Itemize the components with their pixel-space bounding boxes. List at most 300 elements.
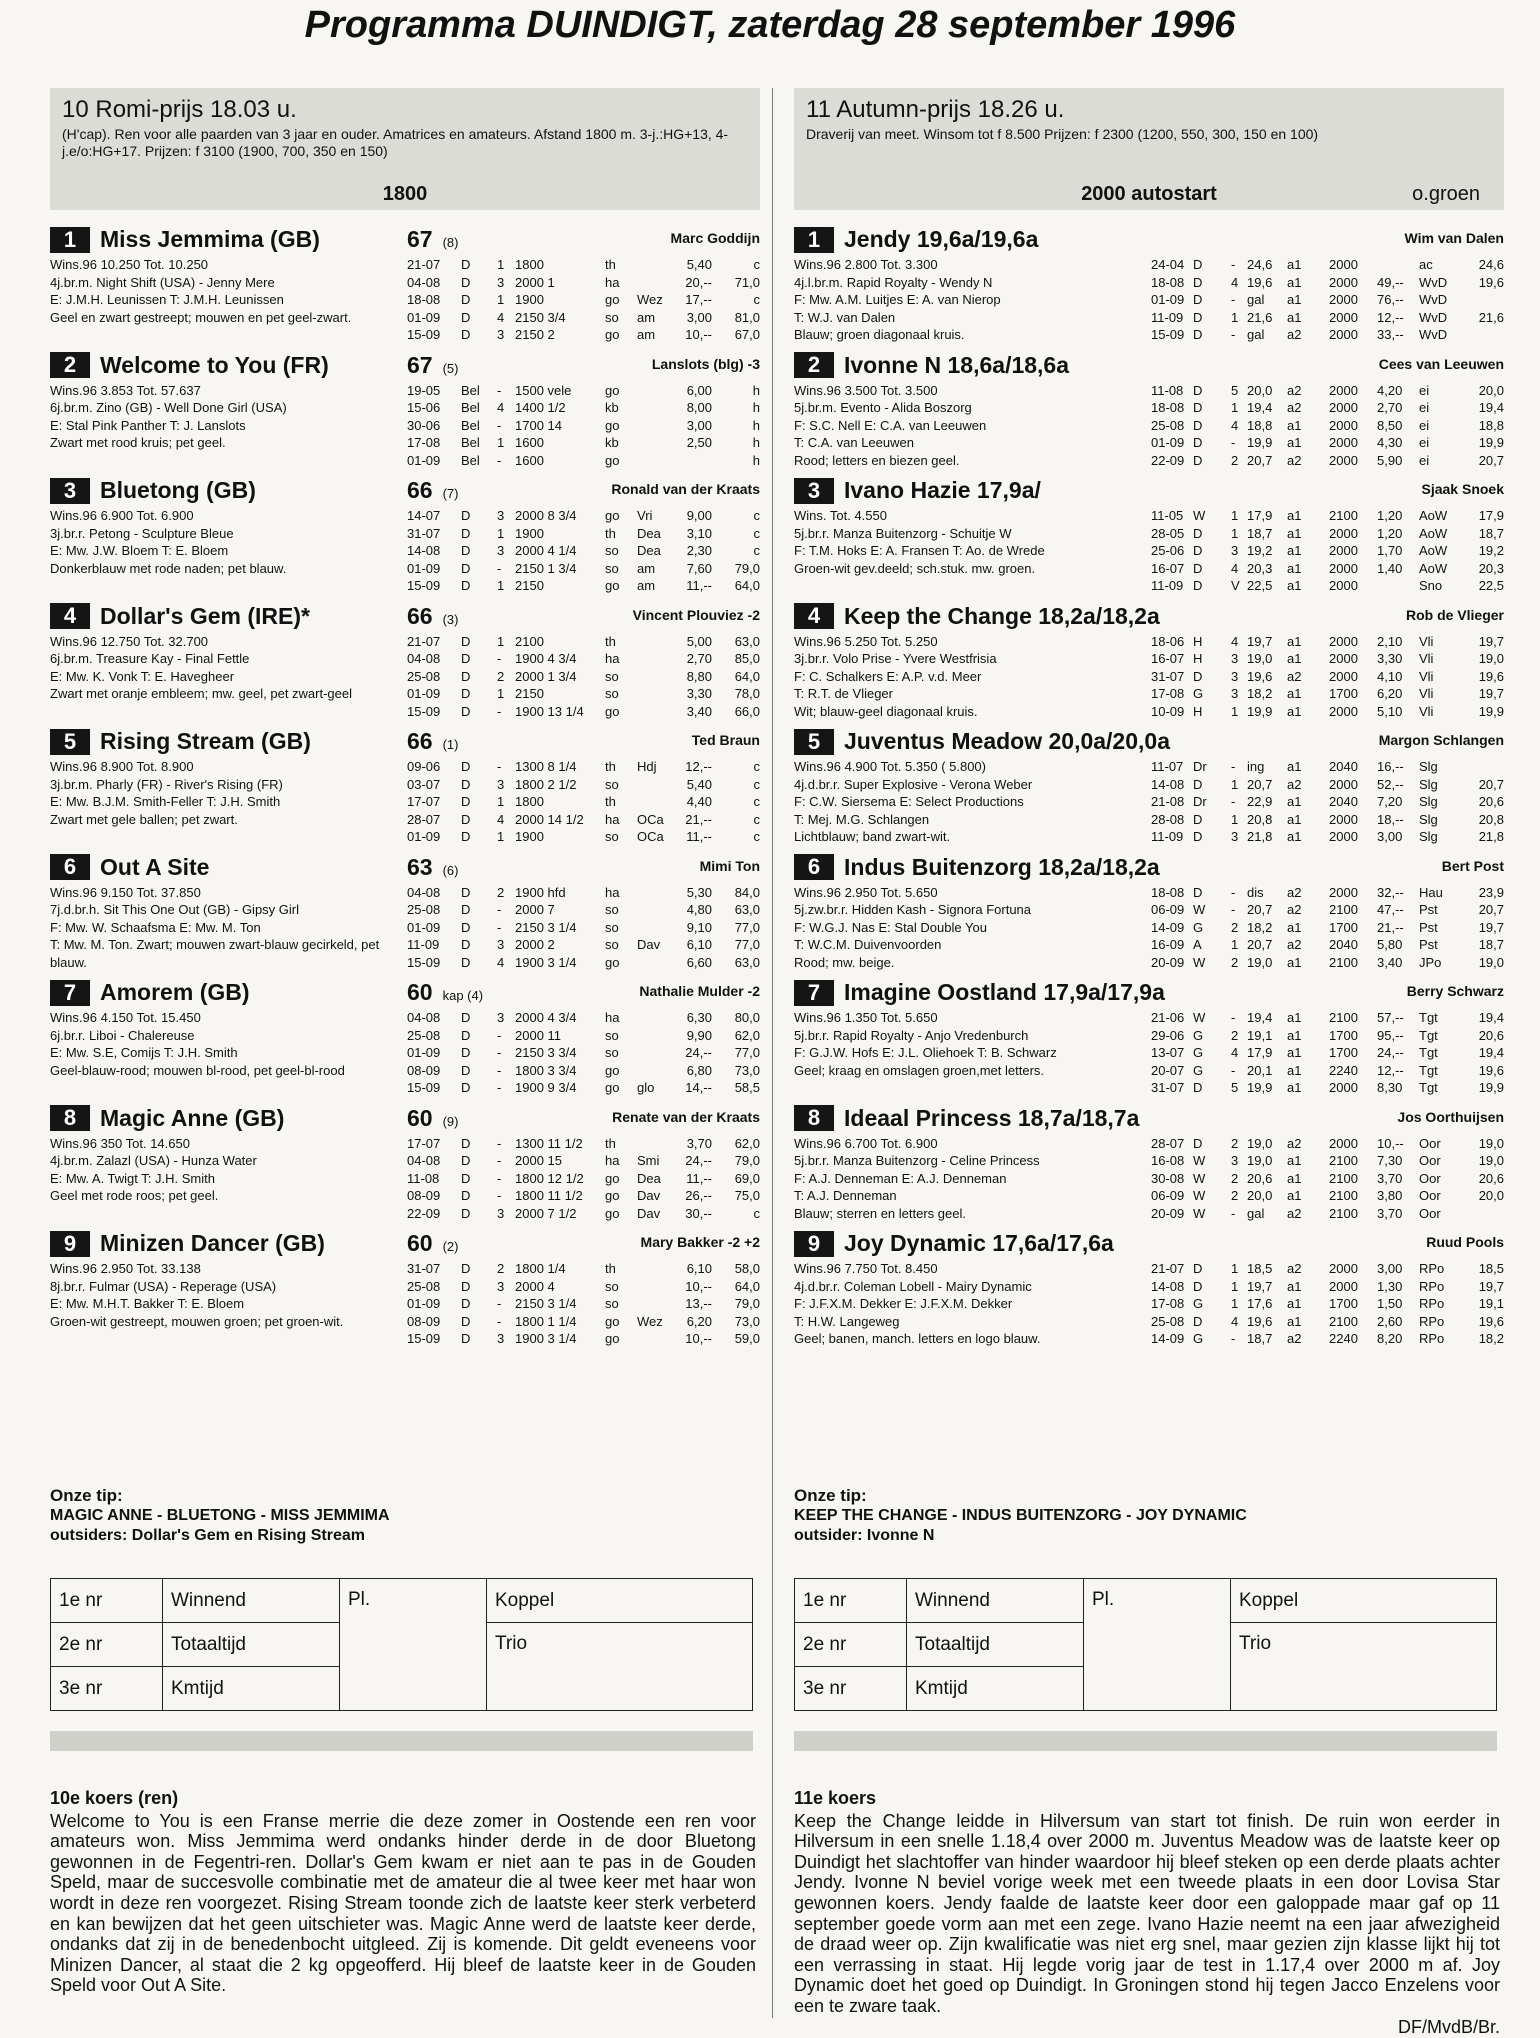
form-cell: 3 — [497, 1205, 505, 1221]
info-line: Zwart met rood kruis; pet geel. — [50, 435, 226, 451]
horse-header — [50, 226, 320, 253]
form-cell: 2000 2 — [515, 937, 555, 953]
form-row — [1151, 901, 1504, 919]
form-cell: 19,7 — [1247, 1278, 1273, 1294]
form-cell: 24-04 — [1151, 257, 1185, 272]
form-cell: D — [1193, 382, 1203, 398]
form-cell: 22-09 — [1151, 452, 1185, 468]
form-cell: 67,0 — [734, 327, 760, 343]
result-cell: Pl. — [340, 1579, 487, 1711]
form-cell: 19,0 — [1247, 651, 1273, 667]
form-cell: 18,8 — [1247, 417, 1273, 433]
info-line: 5j.br.r. Rapid Royalty - Anjo Vredenburch — [794, 1027, 1029, 1043]
form-cell: go — [605, 1313, 620, 1329]
form-cell: 15-09 — [407, 1331, 441, 1347]
tip-label: Onze tip: — [50, 1486, 123, 1505]
form-cell: 1900 9 3/4 — [515, 1080, 577, 1096]
form-cell: 75,0 — [734, 1188, 760, 1204]
form-cell: a1 — [1287, 1010, 1302, 1025]
horse-number: 6 — [50, 854, 90, 880]
commentary — [50, 1788, 756, 1996]
form-cell: 5 — [1231, 1080, 1239, 1096]
form-cell: 19,0 — [1478, 1135, 1504, 1151]
form-cell: 29-06 — [1151, 1027, 1185, 1043]
form-cell: Tgt — [1419, 1062, 1438, 1078]
form-cell: 2000 — [1329, 1261, 1358, 1276]
form-cell: 1800 2 1/2 — [515, 776, 577, 792]
form-cell: a1 — [1287, 651, 1302, 667]
form-cell: 3,00 — [1377, 1261, 1403, 1276]
form-table — [1151, 758, 1504, 846]
info-line: T: H.W. Langeweg — [794, 1313, 900, 1329]
form-cell: 19,9 — [1247, 1080, 1273, 1096]
form-cell: 11-09 — [1151, 578, 1184, 594]
form-cell: 1,70 — [1377, 543, 1403, 559]
form-table — [407, 633, 760, 721]
form-cell: - — [497, 919, 502, 935]
driver-name: Vincent Plouviez -2 — [632, 606, 760, 623]
form-cell: OCa — [637, 829, 664, 845]
form-cell: 4 — [1231, 560, 1239, 576]
form-cell: 24,6 — [1247, 257, 1273, 272]
form-cell: Dr — [1193, 759, 1207, 774]
form-cell: 5,80 — [1377, 937, 1403, 953]
info-line: 6j.br.m. Treasure Kay - Final Fettle — [50, 651, 250, 667]
form-cell: 20,8 — [1247, 811, 1273, 827]
form-cell: a1 — [1287, 309, 1302, 325]
form-cell: 01-09 — [407, 560, 441, 576]
form-cell: 3 — [1231, 651, 1239, 667]
separator-bar — [794, 1731, 1497, 1751]
form-cell: 52,-- — [1377, 776, 1404, 792]
horse-info — [794, 256, 1124, 344]
form-cell: 77,0 — [734, 1045, 760, 1061]
form-cell: 1,40 — [1377, 560, 1403, 576]
form-cell: OCa — [637, 811, 664, 827]
form-cell: D — [461, 1170, 471, 1186]
result-cell: Winnend — [907, 1579, 1084, 1623]
form-cell: D — [1193, 1313, 1203, 1329]
form-cell: D — [461, 1313, 471, 1329]
rating-value: 60 — [407, 1104, 433, 1131]
form-cell: kb — [605, 400, 619, 416]
info-line: Wins.96 4.150 Tot. 15.450 — [50, 1010, 201, 1025]
form-cell: 73,0 — [734, 1062, 760, 1078]
form-cell: 20,6 — [1478, 794, 1504, 810]
form-row — [1151, 668, 1504, 686]
form-cell: Bel — [461, 382, 480, 398]
form-cell: 13-07 — [1151, 1045, 1185, 1061]
info-line: Wins.96 6.900 Tot. 6.900 — [50, 508, 194, 523]
comment-title: 10e koers (ren) — [50, 1788, 179, 1808]
form-cell: 17,9 — [1247, 1045, 1273, 1061]
info-line: Wins.96 12.750 Tot. 32.700 — [50, 633, 209, 649]
form-cell: - — [1231, 1205, 1236, 1221]
form-cell: Pst — [1419, 937, 1438, 953]
form-cell: D — [1193, 327, 1203, 343]
form-cell: RPo — [1419, 1278, 1445, 1294]
form-row — [407, 1205, 760, 1223]
form-cell: go — [605, 1205, 620, 1221]
form-cell: 20,3 — [1247, 560, 1273, 576]
form-cell: 21,8 — [1247, 829, 1273, 845]
form-cell: 19,9 — [1478, 703, 1504, 719]
form-cell: 20,3 — [1478, 560, 1504, 576]
driver-name: Wim van Dalen — [1404, 230, 1504, 246]
form-cell: 1 — [497, 829, 505, 845]
info-line: T: W.C.M. Duivenvoorden — [794, 937, 942, 953]
form-cell: D — [461, 1188, 471, 1204]
form-cell: 20,6 — [1478, 1170, 1504, 1186]
result-cell: 1e nr — [795, 1579, 907, 1623]
form-cell: 2000 — [1329, 525, 1358, 541]
horse-rating — [407, 477, 458, 504]
form-cell: W — [1193, 954, 1206, 970]
form-cell: 1 — [1231, 309, 1239, 325]
form-cell: D — [1193, 292, 1203, 308]
form-cell: go — [605, 327, 620, 343]
form-cell: D — [461, 829, 471, 845]
form-cell: 19,0 — [1478, 1153, 1504, 1169]
horse-entry — [794, 728, 1504, 854]
form-row — [1151, 382, 1504, 400]
form-cell: 1800 — [515, 257, 544, 272]
form-cell: 4,40 — [686, 794, 712, 810]
form-cell: 15-06 — [407, 400, 441, 416]
form-cell: - — [497, 1188, 502, 1204]
form-cell: 1600 — [515, 435, 544, 451]
form-cell: 17-08 — [1151, 1296, 1185, 1312]
info-line: Blauw; groen diagonaal kruis. — [794, 327, 965, 343]
form-row — [1151, 954, 1504, 972]
info-line: Wins.96 4.900 Tot. 5.350 ( 5.800) — [794, 759, 986, 774]
form-cell: 1 — [1231, 811, 1239, 827]
form-cell: go — [605, 508, 620, 523]
form-cell: 2100 — [1329, 1205, 1358, 1221]
form-cell: 28-05 — [1151, 525, 1185, 541]
form-cell: - — [1231, 1062, 1236, 1078]
horse-entry — [794, 352, 1504, 478]
form-cell: 25-08 — [1151, 417, 1185, 433]
form-cell: 15-09 — [407, 327, 441, 343]
horse-entry — [50, 603, 760, 729]
form-table — [1151, 507, 1504, 595]
form-cell: 8,20 — [1377, 1331, 1403, 1347]
form-cell: 2000 — [1329, 327, 1358, 343]
form-cell: 1800 3 3/4 — [515, 1062, 577, 1078]
form-cell: 18-08 — [407, 292, 441, 308]
form-row — [1151, 1027, 1504, 1045]
form-cell: so — [605, 776, 619, 792]
form-cell: 01-09 — [407, 1296, 441, 1312]
form-cell: 2100 — [1329, 508, 1358, 523]
form-cell: RPo — [1419, 1313, 1445, 1329]
form-cell: 1900 13 1/4 — [515, 703, 584, 719]
form-table — [407, 507, 760, 595]
form-row — [407, 326, 760, 344]
form-cell: 4 — [1231, 274, 1239, 290]
info-line: 4j.l.br.m. Rapid Royalty - Wendy N — [794, 274, 993, 290]
form-cell: D — [1193, 435, 1203, 451]
horse-header — [50, 1230, 325, 1257]
form-row — [1151, 884, 1504, 902]
form-cell: 20,6 — [1247, 1170, 1273, 1186]
form-cell: D — [461, 578, 471, 594]
form-cell: 6,80 — [686, 1062, 712, 1078]
form-cell: 10-09 — [1151, 703, 1185, 719]
form-cell: 01-09 — [407, 309, 441, 325]
form-cell: 3,40 — [1377, 954, 1403, 970]
form-cell: 16-07 — [1151, 560, 1185, 576]
form-cell: 24,6 — [1478, 257, 1504, 272]
form-cell: 2150 3 3/4 — [515, 1045, 577, 1061]
commentary — [794, 1788, 1500, 2037]
form-cell: 1 — [497, 292, 505, 308]
form-cell: go — [605, 292, 620, 308]
form-cell: so — [605, 829, 619, 845]
driver-name: Ruud Pools — [1426, 1234, 1504, 1250]
form-cell: 77,0 — [734, 919, 760, 935]
horse-name: Rising Stream (GB) — [100, 728, 311, 754]
form-cell: 4,30 — [1377, 435, 1403, 451]
form-cell: c — [753, 543, 760, 559]
driver-name: Mimi Ton — [699, 857, 760, 874]
form-cell: 2100 — [1329, 1313, 1358, 1329]
info-line: F: Mw. A.M. Luitjes E: A. van Nierop — [794, 292, 1001, 308]
form-cell: 18-06 — [1151, 633, 1185, 649]
result-cell: 2e nr — [795, 1623, 907, 1667]
form-cell: D — [461, 1205, 471, 1221]
form-cell: 2000 — [1329, 578, 1358, 594]
form-cell: 17-07 — [407, 1135, 441, 1151]
form-cell: 25-08 — [407, 902, 441, 918]
form-cell: go — [605, 1170, 620, 1186]
info-line: Wins.96 2.950 Tot. 33.138 — [50, 1261, 201, 1276]
horse-header — [794, 979, 1165, 1006]
form-row — [1151, 1295, 1504, 1313]
form-cell: 8,80 — [686, 668, 712, 684]
horse-number: 8 — [794, 1105, 834, 1131]
horse-header — [794, 854, 1160, 881]
form-cell: 1900 — [515, 292, 544, 308]
form-cell: 21,-- — [685, 811, 712, 827]
form-cell: a1 — [1287, 508, 1302, 523]
form-cell: H — [1193, 633, 1203, 649]
form-cell: D — [1193, 1278, 1203, 1294]
form-cell: 2 — [1231, 1135, 1239, 1151]
form-cell: 19,6 — [1478, 1313, 1504, 1329]
horse-name: Imagine Oostland 17,9a/17,9a — [844, 979, 1165, 1005]
form-cell: h — [752, 435, 760, 451]
form-cell: 3 — [497, 543, 505, 559]
form-cell: 15-09 — [407, 1080, 441, 1096]
form-cell: G — [1193, 1296, 1204, 1312]
form-cell: 19-05 — [407, 382, 441, 398]
form-cell: 1800 1/4 — [515, 1261, 566, 1276]
form-cell: ha — [605, 811, 620, 827]
form-cell: 1 — [497, 525, 505, 541]
form-table — [1151, 884, 1504, 972]
form-row — [1151, 650, 1504, 668]
form-table — [1151, 256, 1504, 344]
race-name: 11 Autumn-prijs 18.26 u. — [806, 96, 1065, 123]
horse-name: Magic Anne (GB) — [100, 1104, 285, 1131]
form-row — [1151, 399, 1504, 417]
race-distance: 1800 — [382, 183, 428, 205]
form-cell: 30,-- — [685, 1205, 712, 1221]
horse-info — [50, 758, 390, 828]
form-cell: 3 — [497, 508, 505, 523]
form-cell: 19,6 — [1247, 668, 1273, 684]
form-cell: D — [1193, 525, 1203, 541]
form-cell: 1900 — [515, 525, 544, 541]
horse-entry — [50, 979, 760, 1105]
form-cell: 20,0 — [1478, 1188, 1504, 1204]
form-cell: 2240 — [1329, 1062, 1358, 1078]
form-cell: th — [605, 257, 616, 272]
form-cell: go — [605, 1188, 620, 1204]
form-table — [407, 884, 760, 972]
form-cell: a1 — [1287, 633, 1302, 649]
horse-name: Welcome to You (FR) — [100, 351, 329, 378]
horse-info — [794, 1260, 1124, 1348]
form-cell: 5,90 — [1377, 452, 1403, 468]
form-row — [1151, 919, 1504, 937]
form-cell: 30-08 — [1151, 1170, 1185, 1186]
form-cell: 6,60 — [686, 954, 712, 970]
form-cell: dis — [1247, 884, 1264, 900]
form-cell: 20,7 — [1478, 452, 1504, 468]
form-cell: 2100 — [1329, 954, 1358, 970]
form-table — [407, 256, 760, 344]
form-cell: 2150 3/4 — [515, 309, 566, 325]
horse-name: Keep the Change 18,2a/18,2a — [844, 602, 1160, 629]
form-cell: 1,50 — [1377, 1296, 1403, 1312]
form-cell: Oor — [1419, 1205, 1441, 1221]
result-cell: Koppel — [1231, 1579, 1497, 1623]
form-cell: 85,0 — [734, 651, 760, 667]
form-cell: a1 — [1287, 525, 1302, 541]
form-cell: 2000 — [1329, 292, 1358, 308]
form-cell: D — [461, 1278, 471, 1294]
form-row — [407, 1170, 760, 1188]
form-row — [407, 1295, 760, 1313]
form-cell: a1 — [1287, 794, 1302, 810]
form-cell: 4 — [1231, 417, 1239, 433]
form-cell: 9,90 — [686, 1027, 712, 1043]
result-cell: Totaaltijd — [163, 1623, 340, 1667]
info-line: Wins.96 8.900 Tot. 8.900 — [50, 759, 194, 774]
form-cell: 19,4 — [1478, 1010, 1504, 1025]
info-line: E: Mw. B.J.M. Smith-Feller T: J.H. Smith — [50, 794, 281, 810]
form-cell: 1500 vele — [515, 382, 572, 398]
form-cell: 3 — [497, 1278, 505, 1294]
form-cell: 31-07 — [407, 525, 441, 541]
result-cell: Totaaltijd — [907, 1623, 1084, 1667]
form-cell: 20,7 — [1478, 776, 1504, 792]
form-table — [1151, 1260, 1504, 1348]
form-row — [1151, 685, 1504, 703]
form-cell: 4,80 — [686, 902, 712, 918]
form-cell: 7,20 — [1377, 794, 1403, 810]
form-cell: ha — [605, 1153, 620, 1169]
form-cell: 13,-- — [685, 1296, 712, 1312]
form-cell: 01-09 — [407, 919, 441, 935]
form-cell: 11-09 — [1151, 309, 1184, 325]
form-cell: a1 — [1287, 417, 1302, 433]
horse-header — [794, 352, 1069, 379]
form-cell: Tgt — [1419, 1027, 1438, 1043]
form-cell: D — [461, 902, 471, 918]
form-row — [1151, 1044, 1504, 1062]
form-cell: D — [1193, 884, 1203, 900]
form-cell: 10,-- — [1377, 1135, 1404, 1151]
form-cell: 19,9 — [1478, 1080, 1504, 1096]
form-cell: 1300 8 1/4 — [515, 759, 577, 774]
form-cell: 1 — [1231, 1278, 1239, 1294]
form-cell: ing — [1247, 759, 1265, 774]
form-cell: 5,40 — [686, 257, 712, 272]
horse-entry — [794, 603, 1504, 729]
form-cell: go — [605, 1062, 620, 1078]
form-cell: 3 — [497, 937, 505, 953]
form-cell: 17-07 — [407, 794, 441, 810]
form-cell: D — [1193, 452, 1203, 468]
info-line: Geel; kraag en omslagen groen,met letters. — [794, 1062, 1045, 1078]
outsiders-text: outsiders: Dollar's Gem en Rising Stream — [50, 1527, 365, 1544]
form-cell: D — [461, 1135, 471, 1151]
form-cell: 3 — [1231, 543, 1239, 559]
form-cell: go — [605, 578, 620, 594]
form-cell: 14,-- — [685, 1080, 712, 1096]
horse-rating — [407, 979, 483, 1006]
start-position: kap (4) — [442, 988, 484, 1003]
form-cell: gal — [1247, 292, 1265, 308]
form-row — [407, 776, 760, 794]
form-cell: AoW — [1419, 508, 1448, 523]
form-cell: 21,8 — [1478, 829, 1504, 845]
form-cell: 19,0 — [1478, 954, 1504, 970]
form-cell: a2 — [1287, 1261, 1302, 1276]
form-cell: go — [605, 1331, 620, 1347]
info-line: Groen-wit gev.deeld; sch.stuk. mw. groen. — [794, 560, 1036, 576]
result-cell: Trio — [1231, 1623, 1497, 1711]
form-cell: 2000 8 3/4 — [515, 508, 577, 523]
form-row — [1151, 542, 1504, 560]
form-cell: 12,-- — [1377, 1062, 1404, 1078]
horse-name: Amorem (GB) — [100, 979, 250, 1005]
form-cell: so — [605, 1027, 619, 1043]
form-cell: 2000 — [1329, 776, 1358, 792]
horse-header — [794, 1105, 1139, 1132]
form-cell: D — [1193, 543, 1203, 559]
form-cell: 2100 — [1329, 1170, 1358, 1186]
info-line: E: Stal Pink Panther T: J. Lanslots — [50, 417, 246, 433]
form-cell: 1400 1/2 — [515, 400, 566, 416]
form-cell: 3,00 — [686, 417, 712, 433]
form-cell: 24,-- — [1377, 1045, 1404, 1061]
form-cell: c — [753, 829, 760, 845]
form-cell: 19,0 — [1478, 651, 1504, 667]
form-cell: 14-08 — [1151, 776, 1185, 792]
form-cell: D — [461, 633, 471, 649]
form-cell: 2 — [1231, 452, 1239, 468]
form-cell: 1800 12 1/2 — [515, 1170, 584, 1186]
form-cell: - — [497, 452, 502, 468]
horse-info — [794, 1135, 1124, 1223]
form-cell: 1 — [1231, 1261, 1239, 1276]
info-line: 7j.d.br.h. Sit This One Out (GB) - Gipsy Girl — [50, 902, 299, 918]
